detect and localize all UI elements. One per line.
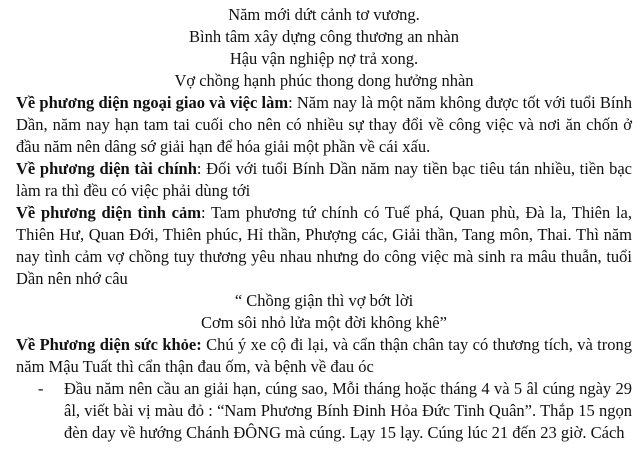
poem-line-1: Năm mới dứt cảnh tơ vương. <box>228 5 420 24</box>
love-paragraph <box>16 202 632 290</box>
love-heading: Về phương diện tình cảm <box>16 203 201 222</box>
finance-paragraph <box>16 158 632 202</box>
work-heading: Về phương diện ngoại giao và việc làm <box>16 93 289 112</box>
finance-text: : Đối với tuổi Bính Dần năm nay tiền bạc tiêu tán nhiều, tiền bạc làm ra thì đều có việc phải dùng tới <box>16 159 632 200</box>
poem-line-2: Bình tâm xây dựng công thương an nhàn <box>189 27 459 46</box>
work-paragraph <box>16 92 632 158</box>
bullet-text: Đầu năm nên cầu an giải hạn, cúng sao, Mỗi tháng hoặc tháng 4 và 5 âl cúng ngày 29 âl, viết bài vị màu đỏ : “Nam Phương Bính Đinh Hỏa Đức Tinh Quân”. Thắp 15 ngọn đèn day về hướng Chánh ĐÔNG mà cúng. Lạy 15 lạy. Cúng lúc 21 đến 23 giờ. Cách <box>64 379 632 442</box>
bullet-dash: - <box>38 379 44 398</box>
love-text: : Tam phương tứ chính có Tuế phá, Quan phù, Đà la, Thiên la, Thiên Hư, Quan Đới, Thiên phúc, Hỉ thần, Phượng các, Giải thần, Tang môn, Thai. Thì năm nay tình cảm vợ chồng tuy thương yêu nhau nhưng do công việc mà sinh ra mâu thuẫn, tuổi Dần nên nhớ câu <box>16 203 632 288</box>
quote-line-2: Cơm sôi nhỏ lửa một đời không khê” <box>201 313 447 332</box>
work-text: : Năm nay là một năm không được tốt với tuổi Bính Dần, năm nay hạn tam tai cuối cho nên có nhiều sự thay đổi về công việc và nơi ăn chốn ở đầu năm nên dâng sớ giải hạn để hóa giải một phần về cái xấu. <box>16 93 632 156</box>
quote-line-1: “ Chồng giận thì vợ bớt lời <box>234 291 414 310</box>
poem-line-4: Vợ chồng hạnh phúc thong dong hưởng nhàn <box>174 71 474 90</box>
health-text: Chú ý xe cộ đi lại, và cẩn thận chân tay có thương tích, và trong năm Mậu Tuất thì cẩn thận đau ốm, và bệnh về đau óc <box>16 335 632 376</box>
finance-heading: Về phương diện tài chính <box>16 159 197 178</box>
bullet-item <box>16 378 632 444</box>
poem-line-3: Hậu vận nghiệp nợ trả xong. <box>229 49 419 68</box>
health-heading: Về Phương diện sức khỏe: <box>16 335 202 354</box>
health-paragraph <box>16 334 632 378</box>
